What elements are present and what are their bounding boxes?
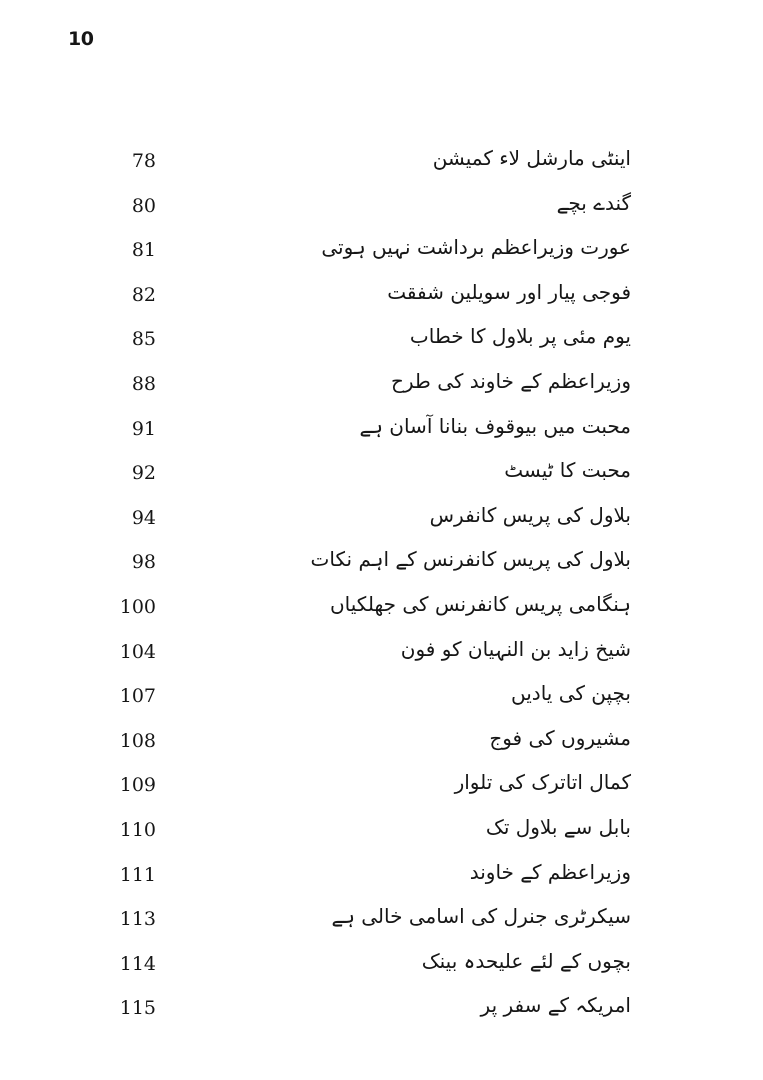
toc-title: شیخ زاید بن النہیان کو فون [400, 636, 631, 661]
toc-title: یوم مئی پر بلاول کا خطاب [409, 324, 631, 349]
toc-entry[interactable] [0, 635, 763, 680]
toc-page-number: 94 [131, 506, 156, 529]
toc-entry[interactable] [0, 768, 763, 813]
toc-page-number: 109 [119, 774, 156, 797]
toc-entry[interactable] [0, 456, 763, 501]
toc-page-number: 114 [119, 952, 156, 975]
toc-title: گندے بچے [556, 190, 631, 215]
toc-page-number: 110 [119, 818, 156, 841]
toc-page-number: 107 [119, 685, 156, 708]
toc-page-number: 108 [119, 729, 156, 752]
toc-title: امریکہ کے سفر پر [480, 993, 631, 1018]
toc-title: بچوں کے لئے علیحدہ بینک [421, 948, 631, 973]
toc-title: مشیروں کی فوج [489, 725, 631, 750]
toc-title: بچپن کی یادیں [511, 681, 631, 706]
toc-page-number: 92 [131, 462, 156, 485]
toc-entry[interactable] [0, 144, 763, 189]
toc-entry[interactable] [0, 947, 763, 992]
toc-title: محبت میں بیوقوف بنانا آسان ہے [359, 413, 631, 438]
toc-title: محبت کا ٹیسٹ [504, 458, 631, 483]
toc-entry[interactable] [0, 501, 763, 546]
page-number: 10 [68, 28, 94, 50]
toc-title: سیکرٹری جنرل کی اسامی خالی ہے [331, 904, 631, 929]
toc-title: کمال اتاترک کی تلوار [454, 770, 631, 795]
toc-entry[interactable] [0, 412, 763, 457]
toc-title: ہنگامی پریس کانفرنس کی جھلکیاں [329, 591, 631, 616]
toc-title: وزیراعظم کے خاوند کی طرح [390, 368, 631, 393]
toc-title: وزیراعظم کے خاوند [469, 859, 631, 884]
toc-page-number: 85 [131, 328, 156, 351]
toc-entry[interactable] [0, 322, 763, 367]
toc-page-number: 88 [131, 372, 156, 395]
toc-title: بلاول کی پریس کانفرنس کے اہم نکات [310, 547, 631, 572]
toc-entry[interactable] [0, 679, 763, 724]
toc-page-number: 80 [131, 194, 156, 217]
toc-page-number: 115 [119, 997, 156, 1020]
toc-page-number: 81 [131, 239, 156, 262]
toc-title: بابل سے بلاول تک [485, 814, 631, 839]
toc-page-number: 91 [131, 417, 156, 440]
toc-title: عورت وزیراعظم برداشت نہیں ہوتی [321, 235, 631, 260]
toc-entry[interactable] [0, 367, 763, 412]
toc-page-number: 104 [119, 640, 156, 663]
toc-title: فوجی پیار اور سویلین شفقت [387, 279, 631, 304]
toc-entry[interactable] [0, 858, 763, 903]
toc-page-number: 113 [119, 908, 156, 931]
toc-entry[interactable] [0, 902, 763, 947]
toc-title: اینٹی مارشل لاء کمیشن [432, 146, 631, 170]
toc-entry[interactable] [0, 724, 763, 769]
toc-title: بلاول کی پریس کانفرس [429, 502, 631, 527]
toc-page-number: 100 [119, 595, 156, 618]
toc-page-number: 98 [131, 551, 156, 574]
toc-entry[interactable] [0, 991, 763, 1036]
toc-page-number: 111 [119, 863, 156, 886]
table-of-contents [0, 144, 763, 1036]
toc-entry[interactable] [0, 590, 763, 635]
toc-page-number: 82 [131, 283, 156, 306]
toc-entry[interactable] [0, 189, 763, 234]
toc-entry[interactable] [0, 278, 763, 323]
toc-entry[interactable] [0, 545, 763, 590]
toc-entry[interactable] [0, 233, 763, 278]
toc-page-number: 78 [131, 150, 156, 172]
toc-entry[interactable] [0, 813, 763, 858]
